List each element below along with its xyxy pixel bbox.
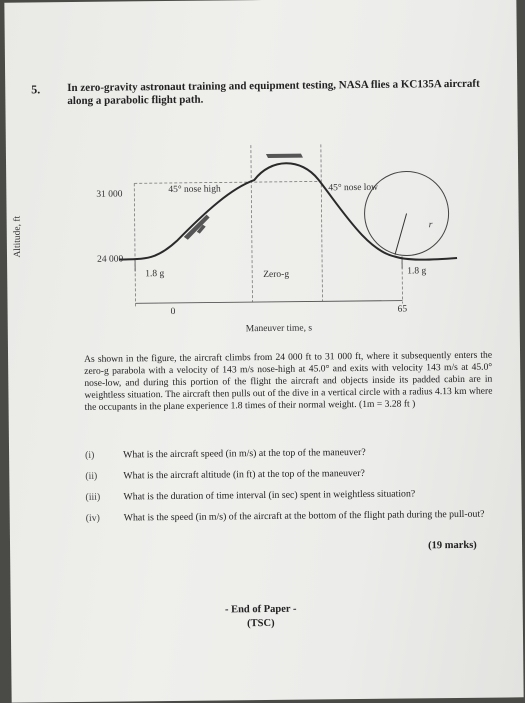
sub-question-text: What is the aircraft altitude (in ft) at the top of the maneuver? <box>123 467 493 483</box>
aircraft-top-icon <box>266 154 303 158</box>
nose-high-label: 45° nose high <box>168 184 220 195</box>
radius-line <box>395 213 407 254</box>
end-of-paper-code: (TSC) <box>171 616 351 632</box>
sub-question <box>85 446 495 450</box>
aircraft-icons <box>183 154 304 240</box>
flight-path-figure <box>56 138 498 343</box>
altitude-high-label: 31 000 <box>96 189 122 199</box>
time-start-label: 0 <box>171 307 176 317</box>
end-of-paper-line: - End of Paper - <box>171 602 351 618</box>
parabola-start-guide <box>251 145 253 302</box>
x-axis-label: Maneuver time, s <box>246 323 312 334</box>
total-marks: (19 marks) <box>428 540 477 552</box>
sub-question-text: What is the duration of time interval (in sec) spent in weightless situation? <box>123 488 493 504</box>
problem-paragraph: As shown in the figure, the aircraft climbs from 24 000 ft to 31 000 ft, where it subsequently enters the zero-g parabola with a velocity of 143 m/s nose-high at 45.0° and exits with velocity 143 m/s at 45.0° nose-low, and during this portion of the flight the aircraft and objects inside its padded cabin are in weightless situation. The aircraft then pulls out of the dive in a vertical circle with a radius 4.13 km where the occupants in the plane experience 1.8 times of their normal weight. (1m = 3.28 ft ) <box>84 350 493 414</box>
zero-g-label: Zero-g <box>263 270 289 280</box>
end-of-paper <box>171 602 351 632</box>
sub-question-number: (iii) <box>85 492 100 504</box>
g-right-label: 1.8 g <box>407 266 426 276</box>
flight-path-diagram <box>56 138 498 343</box>
nose-low-label: 45° nose low <box>328 183 378 194</box>
sub-question-number: (ii) <box>85 471 97 483</box>
sub-question <box>85 467 495 471</box>
radius-label: r <box>429 220 433 230</box>
question-number: 5. <box>31 82 40 97</box>
g-left-label: 1.8 g <box>145 269 164 279</box>
sub-question-number: (iv) <box>86 513 100 525</box>
parabola-end-guide <box>321 144 323 301</box>
aircraft-climbing-icon <box>184 215 210 240</box>
question-intro: In zero-gravity astronaut training and equipment testing, NASA flies a KC135A aircraft along a parabolic flight path. <box>67 78 487 108</box>
time-end-label: 65 <box>398 304 408 314</box>
altitude-low-label: 24 000 <box>97 254 123 264</box>
sub-question <box>85 488 495 492</box>
sub-question-text: What is the aircraft speed (in m/s) at the top of the maneuver? <box>123 446 493 462</box>
time-baseline <box>136 301 403 304</box>
exam-paper <box>4 0 523 703</box>
altitude-high-guide <box>134 181 321 183</box>
sub-question-text: What is the speed (in m/s) of the aircraft at the bottom of the flight path during the pull-out? <box>124 509 494 525</box>
y-axis-label: Altitude, ft <box>13 216 23 258</box>
flight-path-curve <box>118 161 457 262</box>
sub-question-number: (i) <box>85 450 94 462</box>
time-zero-guide <box>134 183 135 306</box>
sub-question <box>86 509 496 513</box>
